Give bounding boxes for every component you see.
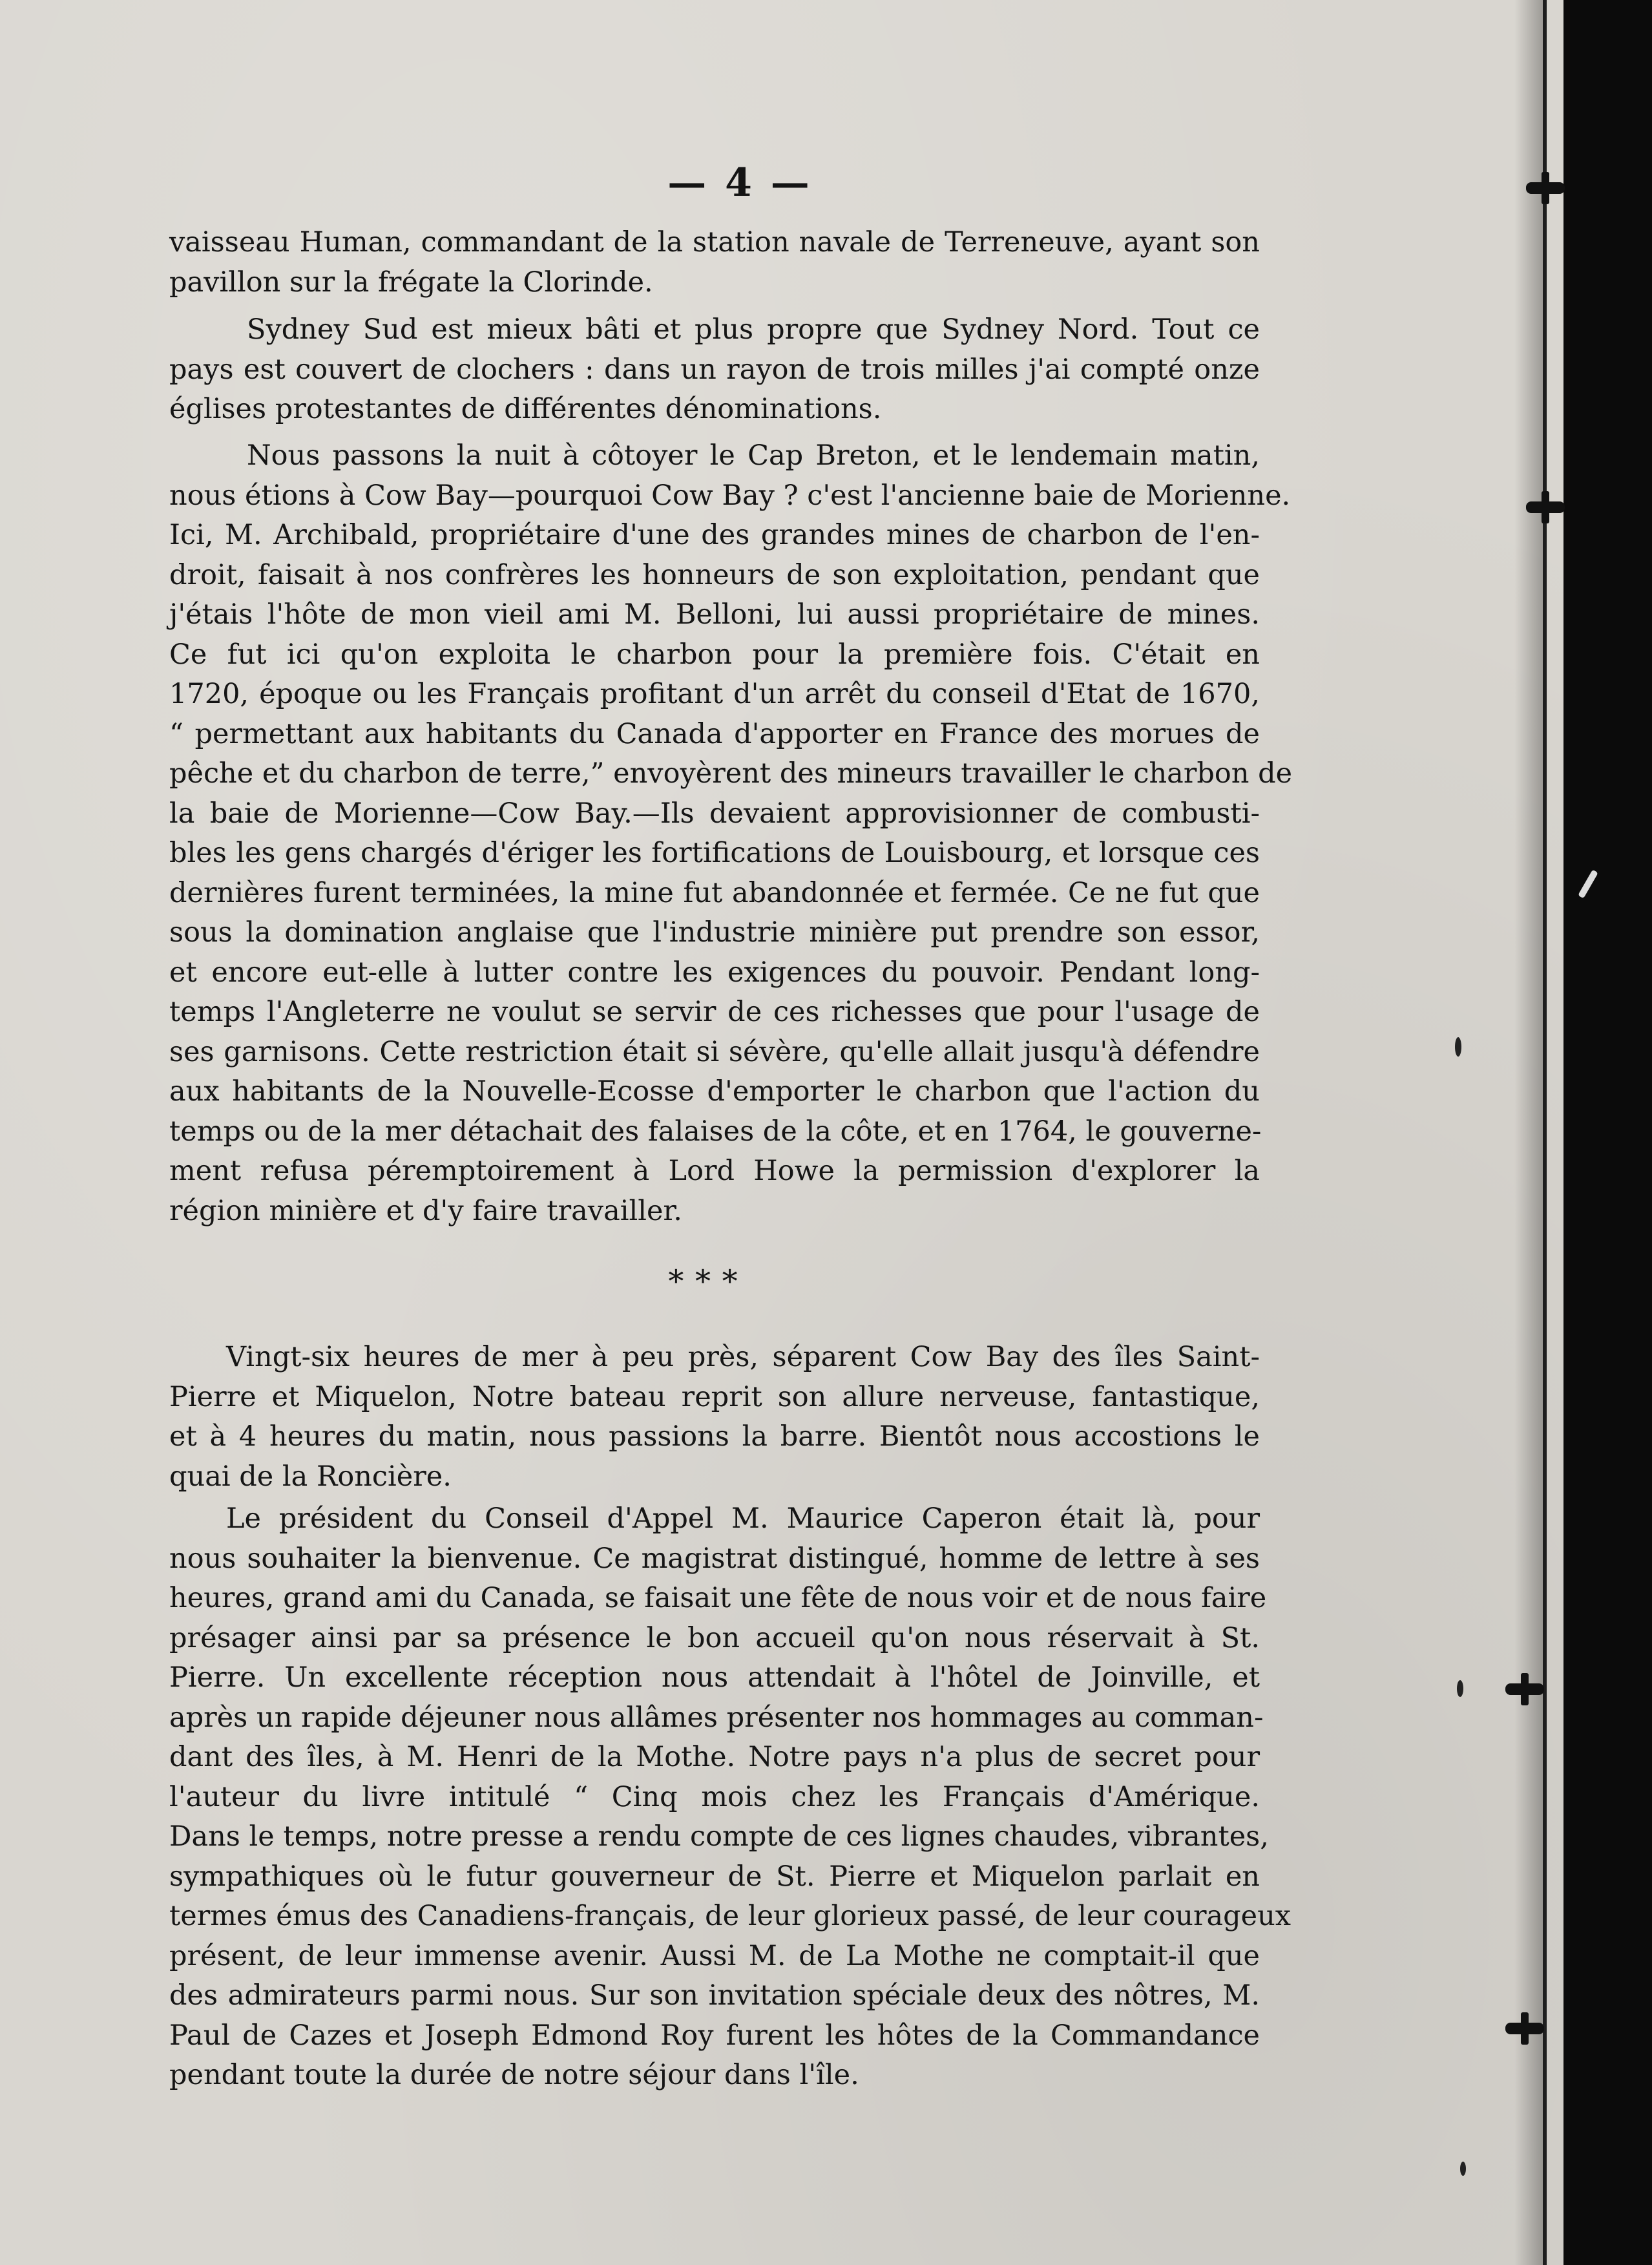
text-line: pêche et du charbon de terre,” envoyèrent des mineurs travailler le charbon de bbox=[169, 757, 1293, 790]
text-line: après un rapide déjeuner nous allâmes présenter nos hommages au comman- bbox=[169, 1701, 1264, 1734]
text-line: Le président du Conseil d'Appel M. Maurice Caperon était là, pour bbox=[226, 1502, 1260, 1535]
text-line: Vingt-six heures de mer à peu près, séparent Cow Bay des îles Saint- bbox=[226, 1341, 1260, 1373]
page-fold-shadow bbox=[1514, 0, 1543, 2265]
text-line: sympathiques où le futur gouverneur de St. Pierre et Miquelon parlait en bbox=[169, 1860, 1260, 1893]
text-line: j'étais l'hôte de mon vieil ami M. Belloni, lui aussi propriétaire de mines. bbox=[169, 598, 1260, 631]
paragraph-1 bbox=[169, 223, 1260, 302]
text-line: la baie de Morienne—Cow Bay.—Ils devaient approvisionner de combusti- bbox=[169, 797, 1260, 830]
text-line: termes émus des Canadiens-français, de leur glorieux passé, de leur courageux bbox=[169, 1900, 1291, 1932]
paragraph-3 bbox=[169, 436, 1293, 1231]
text-line: Nous passons la nuit à côtoyer le Cap Breton, et le lendemain matin, bbox=[247, 439, 1260, 472]
text-line: des admirateurs parmi nous. Sur son invitation spéciale deux des nôtres, M. bbox=[169, 1979, 1260, 2012]
scan-speck bbox=[1457, 1680, 1463, 1697]
text-line: pavillon sur la frégate la Clorinde. bbox=[169, 266, 653, 299]
text-line: nous étions à Cow Bay—pourquoi Cow Bay ? c'est l'ancienne baie de Morienne. bbox=[169, 479, 1291, 512]
text-line: dernières furent terminées, la mine fut abandonnée et fermée. Ce ne fut que bbox=[169, 876, 1260, 909]
page-number: — 4 — bbox=[667, 160, 812, 205]
text-line: pays est couvert de clochers : dans un rayon de trois milles j'ai compté onze bbox=[169, 353, 1260, 386]
binding-pin-icon bbox=[1505, 2023, 1544, 2034]
text-line: Paul de Cazes et Joseph Edmond Roy furent les hôtes de la Commandance bbox=[169, 2019, 1260, 2052]
scan-speck bbox=[1455, 1037, 1461, 1057]
paragraph-5 bbox=[169, 1499, 1291, 2096]
binding-pin-icon bbox=[1505, 1683, 1544, 1695]
scan-border bbox=[1563, 0, 1652, 2265]
binding-pin-icon bbox=[1526, 501, 1565, 513]
text-line: églises protestantes de différentes dénominations. bbox=[169, 393, 882, 425]
text-line: Pierre et Miquelon, Notre bateau reprit son allure nerveuse, fantastique, bbox=[169, 1380, 1260, 1413]
text-line: ment refusa péremptoirement à Lord Howe la permission d'explorer la bbox=[169, 1155, 1260, 1187]
text-line: vaisseau Human, commandant de la station navale de Terreneuve, ayant son bbox=[169, 226, 1260, 258]
text-line: “ permettant aux habitants du Canada d'apporter en France des morues de bbox=[169, 717, 1260, 750]
text-line: heures, grand ami du Canada, se faisait une fête de nous voir et de nous faire bbox=[169, 1582, 1267, 1614]
page-fold-line bbox=[1543, 0, 1547, 2265]
text-line: quai de la Roncière. bbox=[169, 1460, 452, 1493]
text-line: et à 4 heures du matin, nous passions la barre. Bientôt nous accostions le bbox=[169, 1420, 1260, 1453]
text-line: présent, de leur immense avenir. Aussi M. de La Mothe ne comptait-il que bbox=[169, 1939, 1260, 1972]
text-line: temps l'Angleterre ne voulut se servir de ces richesses que pour l'usage de bbox=[169, 996, 1260, 1028]
text-line: Ici, M. Archibald, propriétaire d'une des grandes mines de charbon de l'en- bbox=[169, 519, 1260, 551]
text-line: Sydney Sud est mieux bâti et plus propre que Sydney Nord. Tout ce bbox=[247, 313, 1260, 346]
paragraph-4 bbox=[169, 1338, 1260, 1497]
text-line: pendant toute la durée de notre séjour dans l'île. bbox=[169, 2059, 859, 2091]
text-line: ses garnisons. Cette restriction était si sévère, qu'elle allait jusqu'à défendre bbox=[169, 1035, 1260, 1068]
text-line: Dans le temps, notre presse a rendu compte de ces lignes chaudes, vibrantes, bbox=[169, 1820, 1269, 1853]
text-line: bles les gens chargés d'ériger les fortifications de Louisbourg, et lorsque ces bbox=[169, 837, 1260, 869]
text-line: région minière et d'y faire travailler. bbox=[169, 1194, 682, 1227]
text-line: présager ainsi par sa présence le bon accueil qu'on nous réservait à St. bbox=[169, 1621, 1260, 1654]
binding-pin-icon bbox=[1526, 182, 1565, 194]
section-ornament: * * * bbox=[668, 1263, 740, 1300]
text-line: Ce fut ici qu'on exploita le charbon pour la première fois. C'était en bbox=[169, 638, 1260, 671]
text-line: droit, faisait à nos confrères les honneurs de son exploitation, pendant que bbox=[169, 558, 1260, 591]
text-line: nous souhaiter la bienvenue. Ce magistrat distingué, homme de lettre à ses bbox=[169, 1542, 1260, 1575]
text-line: temps ou de la mer détachait des falaises de la côte, et en 1764, le gouverne- bbox=[169, 1115, 1262, 1148]
text-line: 1720, époque ou les Français profitant d'un arrêt du conseil d'Etat de 1670, bbox=[169, 678, 1260, 710]
text-line: aux habitants de la Nouvelle-Ecosse d'emporter le charbon que l'action du bbox=[169, 1075, 1260, 1108]
text-line: sous la domination anglaise que l'industrie minière put prendre son essor, bbox=[169, 916, 1260, 949]
text-line: dant des îles, à M. Henri de la Mothe. Notre pays n'a plus de secret pour bbox=[169, 1741, 1260, 1773]
paragraph-2 bbox=[169, 310, 1260, 430]
text-line: l'auteur du livre intitulé “ Cinq mois chez les Français d'Amérique. bbox=[169, 1780, 1260, 1813]
text-line: Pierre. Un excellente réception nous attendait à l'hôtel de Joinville, et bbox=[169, 1661, 1260, 1694]
text-line: et encore eut-elle à lutter contre les exigences du pouvoir. Pendant long- bbox=[169, 956, 1260, 989]
scan-speck bbox=[1460, 2162, 1466, 2176]
